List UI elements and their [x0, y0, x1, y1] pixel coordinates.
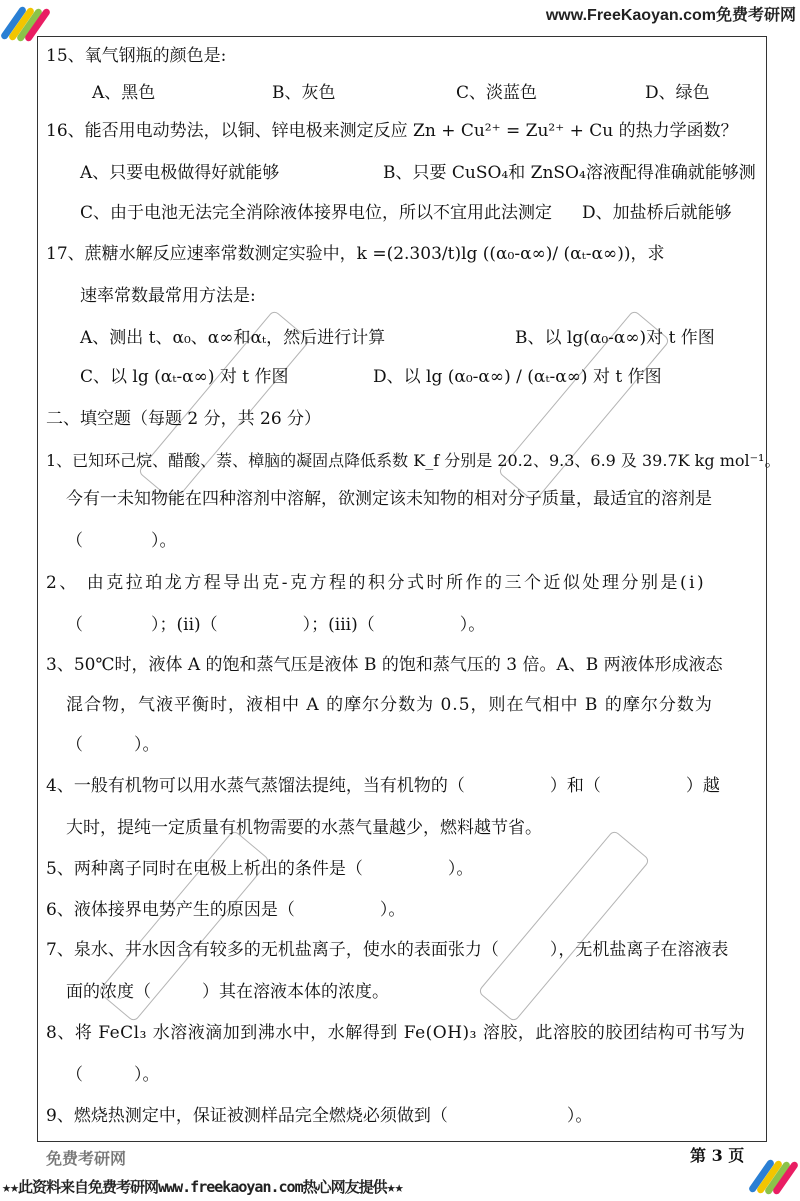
option: B、灰色: [272, 83, 336, 103]
fill-4-cont: 大时，提纯一定质量有机物需要的水蒸气量越少，燃料越节省。: [66, 818, 542, 838]
site-logo-bottom: [752, 1155, 796, 1199]
fill-9: 9、燃烧热测定中，保证被测样品完全燃烧必须做到（ ）。: [46, 1106, 593, 1126]
fill-3-blank: （ ）。: [66, 735, 160, 755]
question-15: 15、氧气钢瓶的颜色是:: [46, 46, 227, 66]
fill-7-cont: 面的浓度（ ）其在溶液本体的浓度。: [66, 982, 389, 1002]
fill-1-cont: 今有一未知物能在四种溶剂中溶解，欲测定该未知物的相对分子质量，最适宜的溶剂是: [66, 489, 712, 509]
watermark: 免费考研网: [46, 1149, 127, 1168]
fill-2-cont: （ ）；(ii)（ ）；(iii)（ ）。: [66, 615, 486, 635]
fill-8: 8、将 FeCl₃ 水溶液滴加到沸水中，水解得到 Fe(OH)₃ 溶胶，此溶胶的胶团结构可书写为: [46, 1023, 746, 1043]
question-16: 16、能否用电动势法，以铜、锌电极来测定反应 Zn + Cu²⁺ = Zu²⁺ + Cu 的热力学函数？: [46, 121, 738, 141]
fill-1-blank: （ ）。: [66, 531, 177, 551]
option: C、以 lg (αₜ-α∞) 对 t 作图: [80, 367, 289, 387]
fill-3-cont: 混合物，气液平衡时，液相中 A 的摩尔分数为 0.5，则在气相中 B 的摩尔分数为: [66, 695, 713, 715]
option: D、绿色: [645, 83, 710, 103]
option: C、淡蓝色: [456, 83, 538, 103]
page-number: 第 3 页: [690, 1146, 745, 1165]
fill-5: 5、两种离子同时在电极上析出的条件是（ ）。: [46, 859, 474, 879]
site-header: www.FreeKaoyan.com免费考研网: [545, 7, 796, 24]
option: B、只要 CuSO₄和 ZnSO₄溶液配得准确就能够测: [383, 163, 756, 183]
fill-6: 6、液体接界电势产生的原因是（ ）。: [46, 900, 406, 920]
section-heading: 二、填空题（每题 2 分，共 26 分）: [46, 409, 322, 429]
fill-7: 7、泉水、井水因含有较多的无机盐离子，使水的表面张力（ ），无机盐离子在溶液表: [46, 940, 729, 960]
question-17-cont: 速率常数最常用方法是:: [80, 286, 256, 306]
question-17: 17、蔗糖水解反应速率常数测定实验中，k =(2.303/t)lg ((α₀-α∞)/ (αₜ-α∞))，求: [46, 244, 665, 264]
option: A、黑色: [92, 83, 156, 103]
option: B、以 lg(α₀-α∞)对 t 作图: [515, 328, 715, 348]
fill-1: 1、已知环己烷、醋酸、萘、樟脑的凝固点降低系数 K_f 分别是 20.2、9.3、6.9 及 39.7K kg mol⁻¹。: [46, 451, 781, 470]
option: A、只要电极做得好就能够: [80, 163, 280, 183]
fill-3: 3、50℃时，液体 A 的饱和蒸气压是液体 B 的饱和蒸气压的 3 倍。A、B 两液体形成液态: [46, 655, 723, 675]
fill-4: 4、一般有机物可以用水蒸气蒸馏法提纯，当有机物的（ ）和（ ）越: [46, 776, 720, 796]
footer-note: ★★此资料来自免费考研网www.freekaoyan.com热心网友提供★★: [2, 1178, 403, 1196]
fill-8-blank: （ ）。: [66, 1065, 160, 1085]
option: D、以 lg (α₀-α∞) / (αₜ-α∞) 对 t 作图: [373, 367, 662, 387]
option: A、测出 t、α₀、α∞和αₜ，然后进行计算: [80, 328, 386, 348]
fill-2: 2、 由克拉珀龙方程导出克-克方程的积分式时所作的三个近似处理分别是(i): [46, 573, 707, 593]
option: D、加盐桥后就能够: [582, 203, 732, 223]
option: C、由于电池无法完全消除液体接界电位，所以不宜用此法测定: [80, 203, 553, 223]
